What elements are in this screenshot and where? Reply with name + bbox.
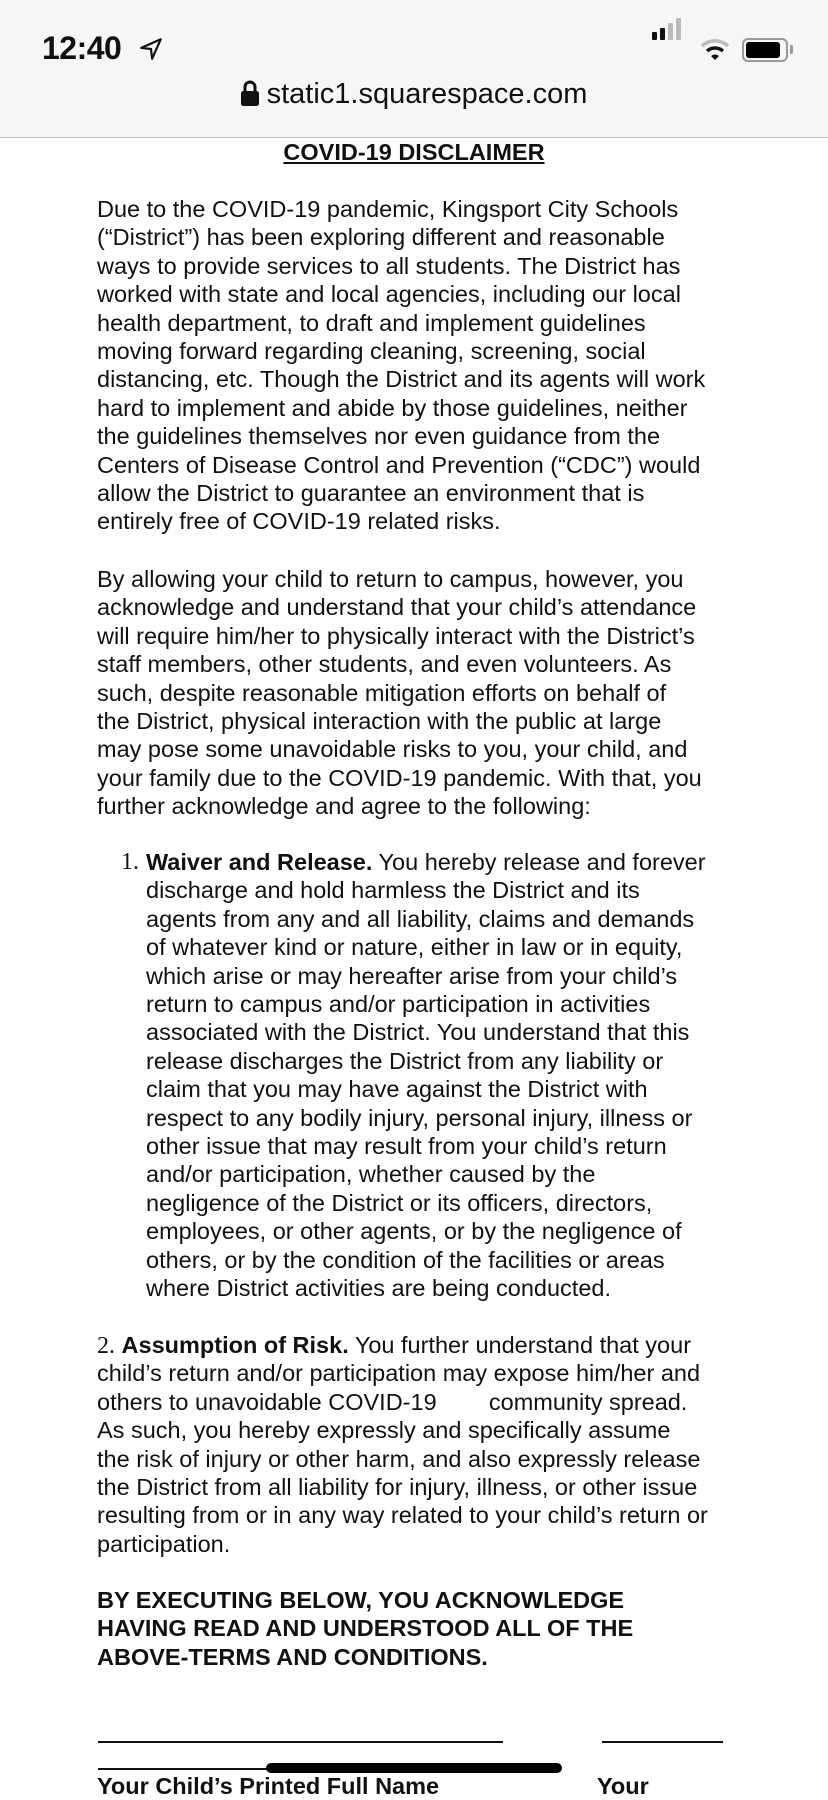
item1-heading: Waiver and Release. [146, 849, 373, 875]
url-text: static1.squarespace.com [266, 78, 588, 110]
right-signature-label: Your [597, 1773, 649, 1799]
document-title: COVID-19 DISCLAIMER [283, 139, 545, 165]
item2-number: 2. [97, 1333, 115, 1359]
signature-line-child-name [98, 1741, 503, 1743]
location-arrow-icon [138, 36, 164, 62]
item1-number: 1. [121, 849, 139, 875]
item2-first-line [97, 1331, 691, 1360]
signature-line-right [602, 1741, 723, 1743]
status-time: 12:40 [42, 30, 122, 66]
address-bar[interactable] [0, 78, 828, 111]
item1-first-text: You hereby release and forever [372, 849, 706, 875]
paragraph-intro: Due to the COVID-19 pandemic, Kingsport City Schools (“District”) has been exploring different and reasonable ways to provide services to all students. The District has worked with state and local agencies, including our local health department, to draft and implement guidelines moving forward regarding cleaning, screening, social distancing, etc. Though the District and its agents will work hard to implement and abide by those guidelines, neither the guidelines themselves nor even guidance from the Centers of Disease Control and Prevention (“CDC”) would allow the District to guarantee an environment that is entirely free of COVID-19 related risks. [97, 196, 706, 535]
browser-top-bar [0, 0, 828, 138]
item1-body: discharge and hold harmless the District and its agents from any and all liability, claims and demands of whatever kind or nature, either in law or in equity, which arise or may hereafter arise from your child’s return to campus and/or participation in activities associated with the District. You understand that this release discharges the District from any liability or claim that you may have against the District with respect to any bodily injury, personal injury, illness or other issue that may result from your child’s return and/or participation, whether caused by the negligence of the District or its officers, directors, employees, or other agents, or by the negligence of others, or by the condition of the facilities or areas where District activities are being conducted. [146, 877, 695, 1302]
item1-first-line [146, 848, 706, 876]
item2-body: child’s return and/or participation may expose him/her and others to unavoidable COVID-19 community spread. As such, you hereby expressly and specifically assume the risk of injury or other harm, and also expressly release the District from all liability for injury, illness, or other issue resulting from or in any way related to your child’s return or participation. [97, 1360, 708, 1557]
wifi-icon [700, 38, 730, 62]
home-indicator[interactable] [266, 1763, 562, 1773]
lock-icon [241, 80, 259, 106]
acknowledgement-statement: BY EXECUTING BELOW, YOU ACKNOWLEDGE HAVING READ AND UNDERSTOOD ALL OF THE ABOVE-TERMS AND CONDITIONS. [97, 1587, 634, 1670]
item2-first-text: You further understand that your [348, 1332, 692, 1358]
child-name-label: Your Child’s Printed Full Name [97, 1773, 440, 1799]
battery-icon [742, 38, 788, 62]
item2-heading: Assumption of Risk. [121, 1332, 349, 1358]
paragraph-acknowledge: By allowing your child to return to campus, however, you acknowledge and understand that your child’s attendance will require him/her to physically interact with the District’s staff members, other students, and even volunteers. As such, despite reasonable mitigation efforts on behalf of the District, physical interaction with the public at large may pose some unavoidable risks to you, your child, and your family due to the COVID-19 pandemic. With that, you further acknowledge and agree to the following: [97, 566, 702, 820]
